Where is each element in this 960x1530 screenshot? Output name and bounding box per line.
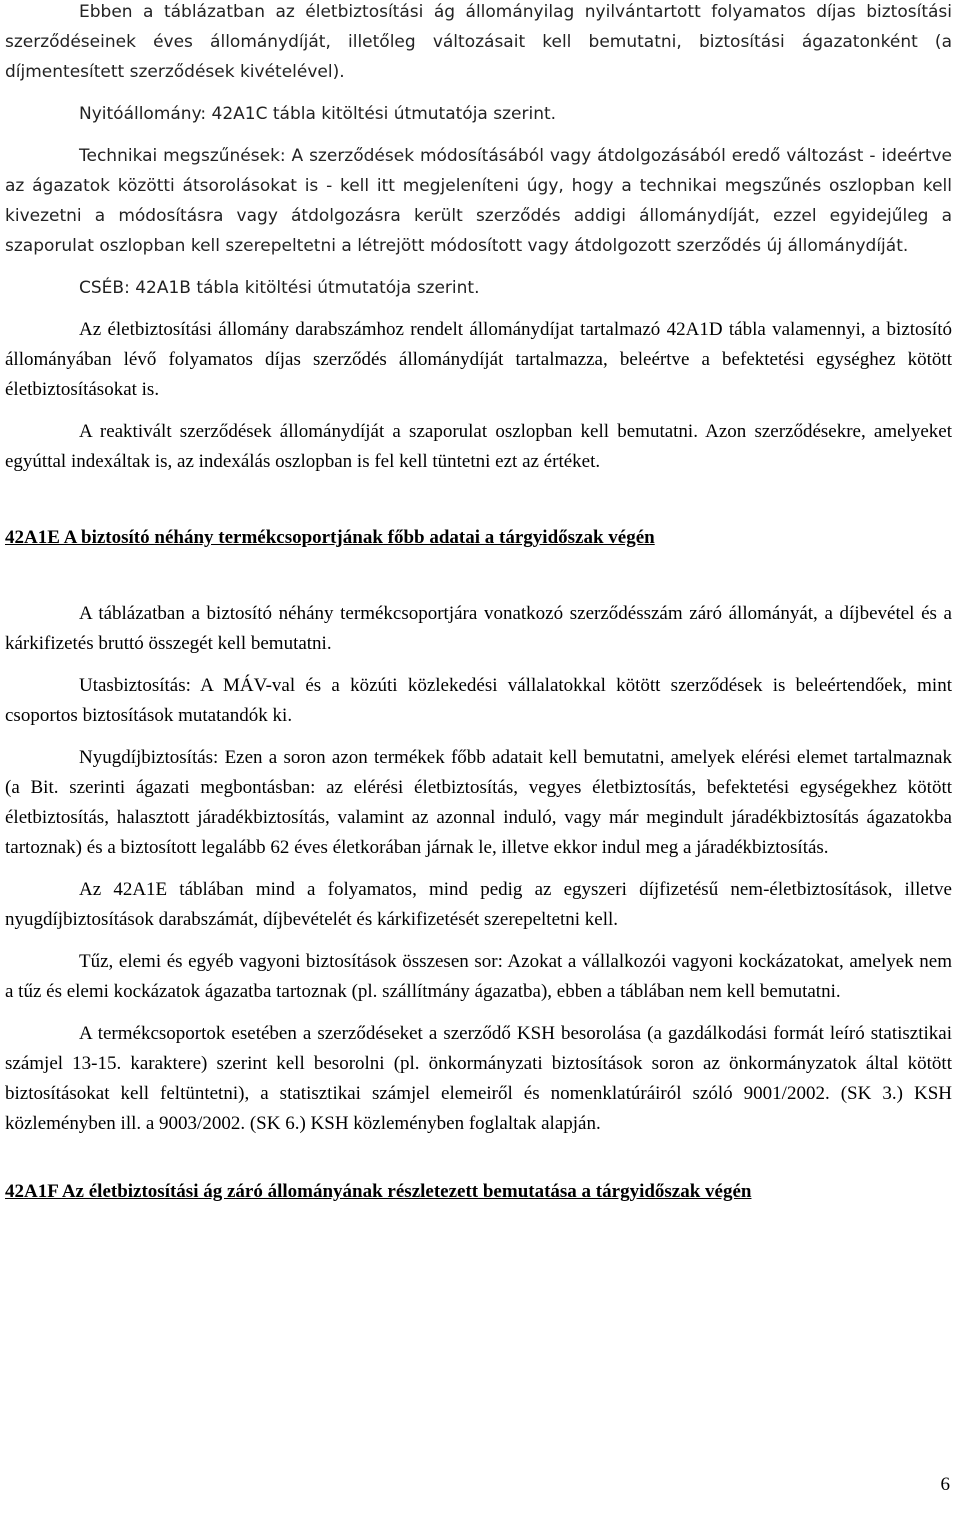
- section-heading-42a1e: 42A1E A biztosító néhány termékcsoportjának főbb adatai a tárgyidőszak végén: [5, 527, 655, 548]
- paragraph-technikai-megszunesek: Technikai megszűnések: A szerződések módosításából vagy átdolgozásából eredő változást - ideértve az ágazatok közötti átsorolásokat is - kell itt megjeleníteni úgy, hogy a technikai megszűnés oszlopban kell kivezetni a módosításra vagy átdolgozásra került szerződés addigi állománydíját, ezzel egyidejűleg a szaporulat oszlopban kell szerepeltetni a létrejött módosított vagy átdolgozott szerződés új állománydíját.: [5, 146, 952, 256]
- paragraph-reaktivalt: A reaktivált szerződések állománydíját a szaporulat oszlopban kell bemutatni. Azon szerződésekre, amelyeket egyúttal indexáltak is, az indexálás oszlopban is fel kell tüntetni ezt az értéket.: [5, 421, 952, 472]
- paragraph-tablazatban: A táblázatban a biztosító néhány termékcsoportjára vonatkozó szerződésszám záró állományát, a díjbevétel és a kárkifizetés bruttó összegét kell bemutatni.: [5, 603, 952, 654]
- paragraph-cseb: CSÉB: 42A1B tábla kitöltési útmutatója szerint.: [79, 278, 480, 298]
- paragraph-tuz-elemi: Tűz, elemi és egyéb vagyoni biztosítások összesen sor: Azokat a vállalkozói vagyoni kockázatokat, amelyek nem a tűz és elemi kockázatok ágazatba tartoznak (pl. szállítmány ágazatba), ebben a táblában nem kell bemutatni.: [5, 951, 952, 1002]
- paragraph-eletbiztositasi-allomany: Az életbiztosítási állomány darabszámhoz rendelt állománydíjat tartalmazó 42A1D tábla valamennyi, a biztosító állományában lévő folyamatos díjas szerződés állománydíját tartalmazza, beleértve a befektetési egységhez kötött életbiztosításokat is.: [5, 319, 952, 400]
- paragraph-nyugdijbiztositas: Nyugdíjbiztosítás: Ezen a soron azon termékek főbb adatait kell bemutatni, amelyek elérési elemet tartalmaznak (a Bit. szerinti ágazati megbontásban: az elérési életbiztosítás, vegyes életbiztosítás, befektetési egységekhez kötött életbiztosítás, halasztott járadékbiztosítás, valamint az azonnal induló, vagy már megindult járadékbiztosítás ágazatokba tartoznak) és a biztosított legalább 62 éves életkorában járnak le, illetve ekkor indul meg a járadékbiztosítás.: [5, 747, 952, 858]
- paragraph-nyitoallomany: Nyitóállomány: 42A1C tábla kitöltési útmutatója szerint.: [79, 104, 557, 124]
- paragraph-termekcsoportok: A termékcsoportok esetében a szerződéseket a szerződő KSH besorolása (a gazdálkodási formát leíró statisztikai számjel 13-15. karaktere) szerint kell besorolni (pl. önkormányzati biztosítások soron az önkormányzatok által kötött biztosításokat kell feltüntetni), a statisztikai számjel elemeiről és nomenklatúráiról szóló 9001/2002. (SK 3.) KSH közleményben ill. a 9003/2002. (SK 6.) KSH közleményben foglaltak alapján.: [5, 1023, 952, 1134]
- section-heading-42a1f: 42A1F Az életbiztosítási ág záró állományának részletezett bemutatása a tárgyidőszak végén: [5, 1181, 752, 1202]
- paragraph-tabla-42a1e: Az 42A1E táblában mind a folyamatos, mind pedig az egyszeri díjfizetésű nem-életbiztosítások, illetve nyugdíjbiztosítások darabszámát, díjbevételét és kárkifizetését szerepeltetni kell.: [5, 879, 952, 930]
- document-page: [5, 0, 952, 1207]
- paragraph-intro: Ebben a táblázatban az életbiztosítási ág állományilag nyilvántartott folyamatos díjas biztosítási szerződéseinek éves állománydíját, illetőleg változásait kell bemutatni, biztosítási ágazatonként (a díjmentesített szerződések kivételével).: [5, 2, 952, 82]
- paragraph-utasbiztositas: Utasbiztosítás: A MÁV-val és a közúti közlekedési vállalatokkal kötött szerződések is beleértendőek, mint csoportos biztosítások mutatandók ki.: [5, 675, 952, 726]
- page-number: 6: [940, 1474, 950, 1495]
